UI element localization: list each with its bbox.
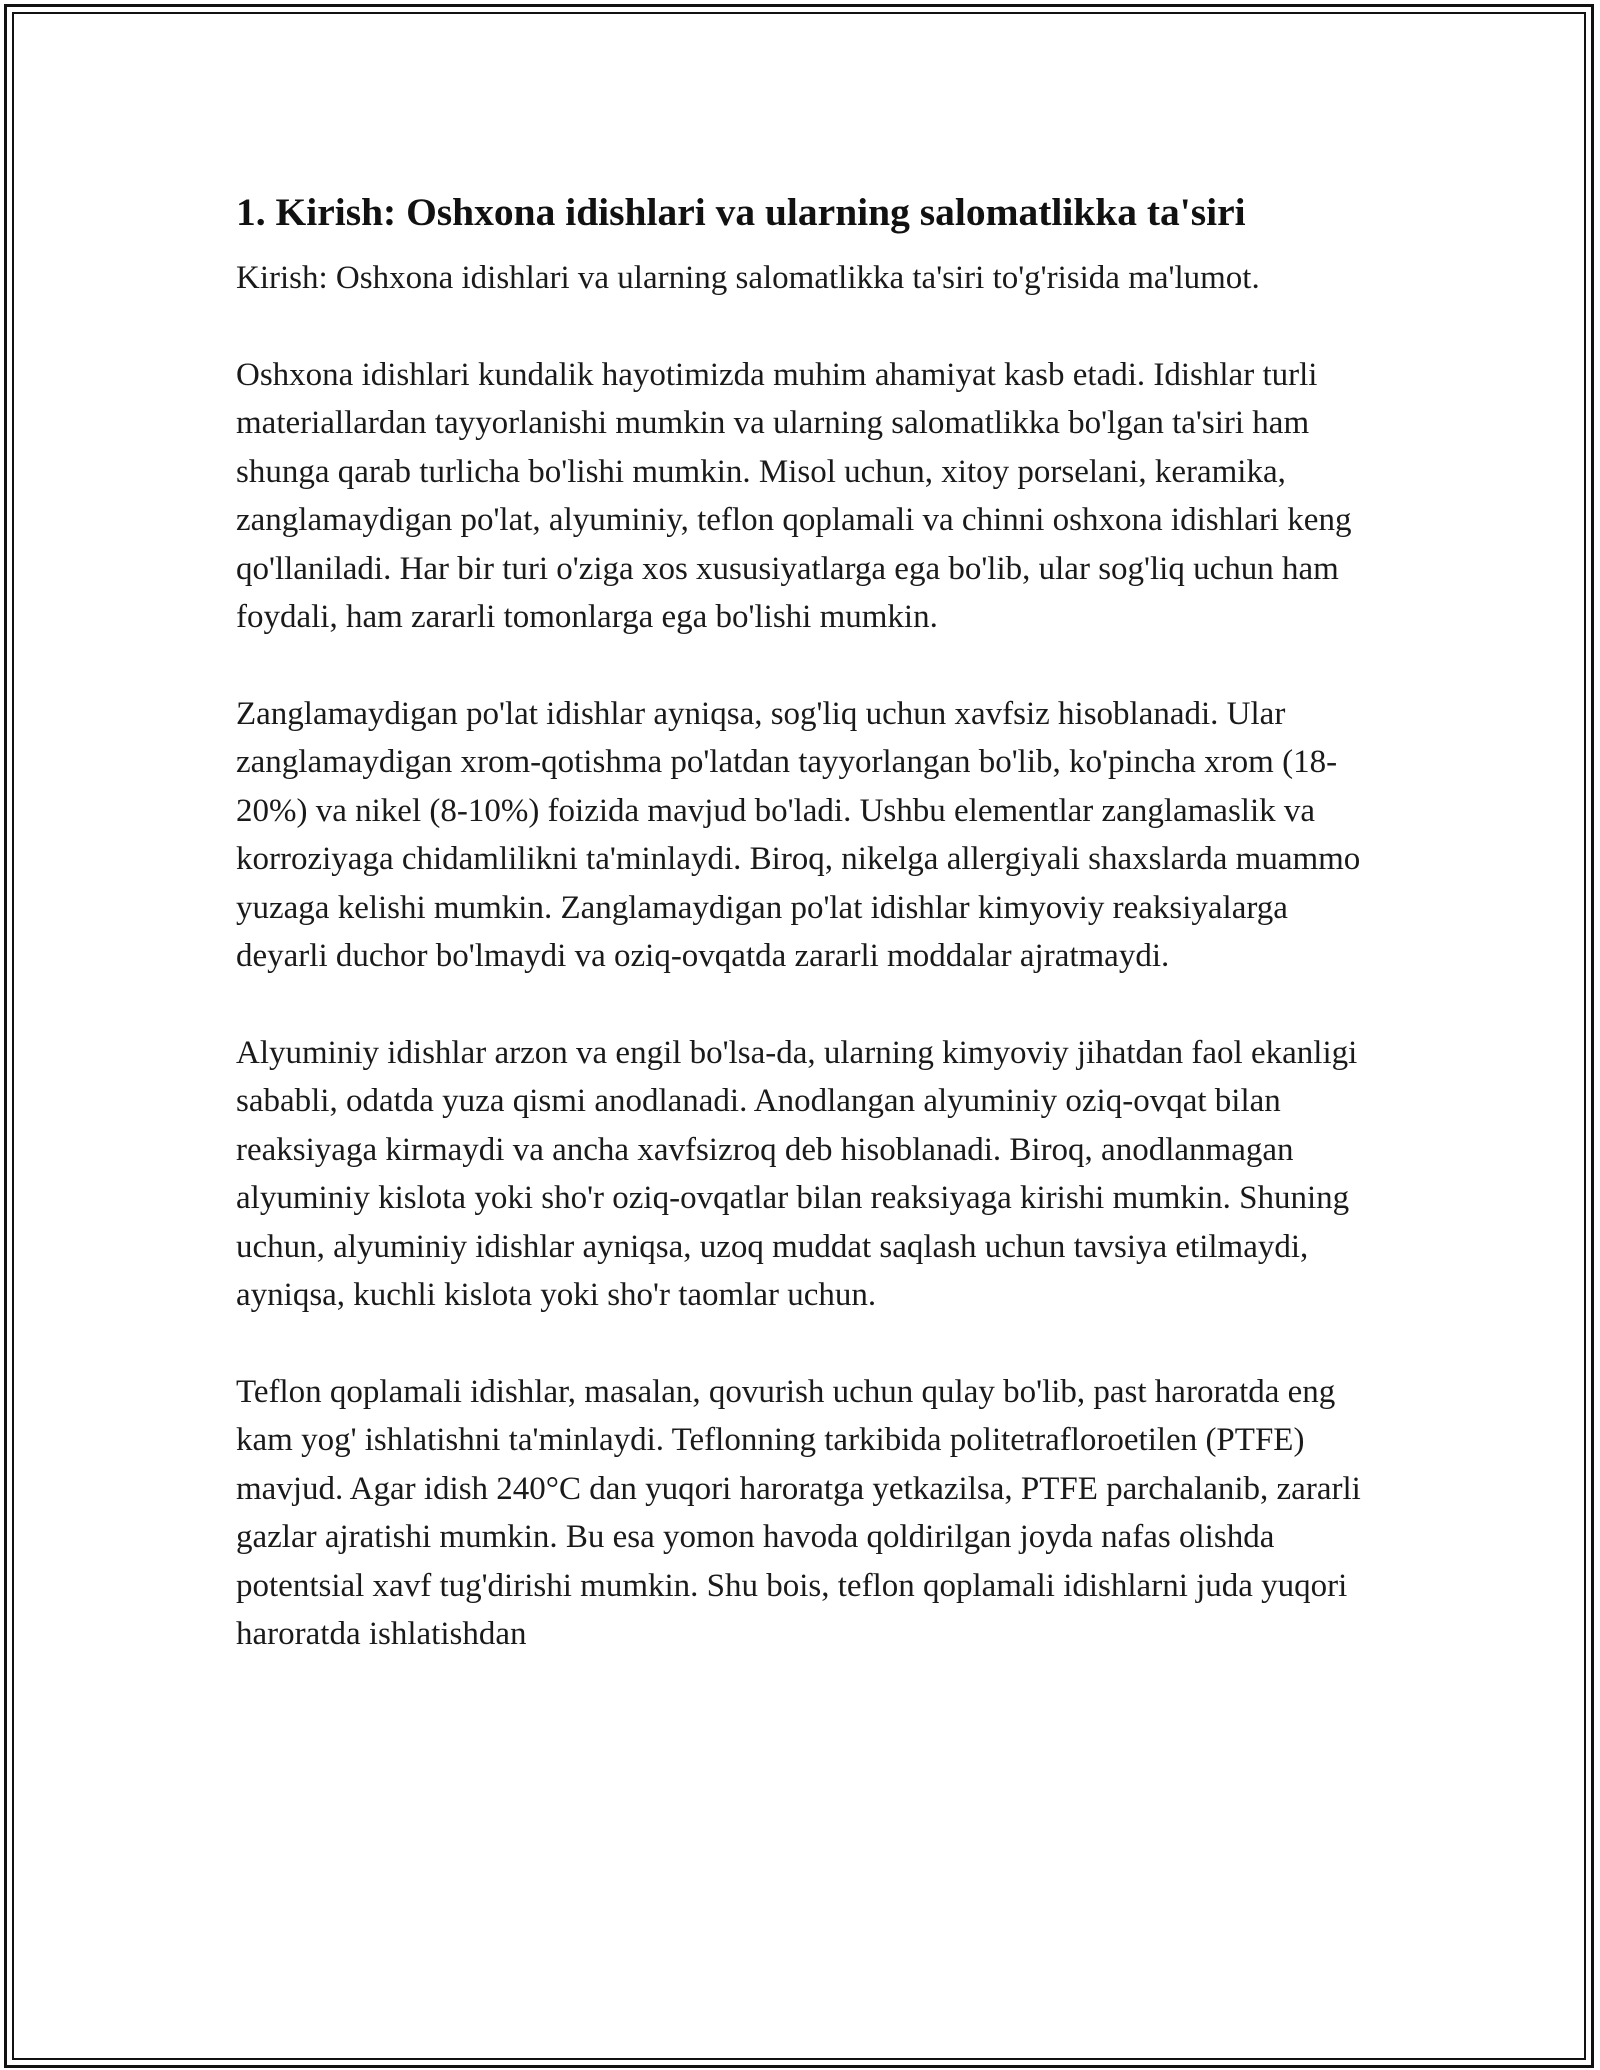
document-body <box>236 184 1378 1659</box>
intro-paragraph: Kirish: Oshxona idishlari va ularning salomatlikka ta'siri to'g'risida ma'lumot. <box>236 260 1260 296</box>
paragraph-stainless-steel: Zanglamaydigan po'lat idishlar ayniqsa, sog'liq uchun xavfsiz hisoblanadi. Ular zanglamaydigan xrom-qotishma po'latdan tayyorlangan bo'lib, ko'pincha xrom (18-20%) va nikel (8-10%) foizida mavjud bo'ladi. Ushbu elementlar zanglamaslik va korroziyaga chidamlilikni ta'minlaydi. Biroq, nikelga allergiyali shaxslarda muammo yuzaga kelishi mumkin. Zanglamaydigan po'lat idishlar kimyoviy reaksiyalarga deyarli duchor bo'lmaydi va oziq-ovqatda zararli moddalar ajratmaydi. <box>236 695 1361 974</box>
paragraph-aluminium: Alyuminiy idishlar arzon va engil bo'lsa-da, ularning kimyoviy jihatdan faol ekanligi sababli, odatda yuza qismi anodlanadi. Anodlangan alyuminiy oziq-ovqat bilan reaksiyaga kirmaydi va ancha xavfsizroq deb hisoblanadi. Biroq, anodlanmagan alyuminiy kislota yoki sho'r oziq-ovqatlar bilan reaksiyaga kirishi mumkin. Shuning uchun, alyuminiy idishlar ayniqsa, uzoq muddat saqlash uchun tavsiya etilmaydi, ayniqsa, kuchli kislota yoki sho'r taomlar uchun. <box>236 1034 1358 1313</box>
section-heading: 1. Kirish: Oshxona idishlari va ularning salomatlikka ta'siri <box>236 190 1246 234</box>
paragraph-teflon: Teflon qoplamali idishlar, masalan, qovurish uchun qulay bo'lib, past haroratda eng kam yog' ishlatishni ta'minlaydi. Teflonning tarkibida politetrafloroetilen (PTFE) mavjud. Agar idish 240°C dan yuqori haroratga yetkazilsa, PTFE parchalanib, zararli gazlar ajratishi mumkin. Bu esa yomon havoda qoldirilgan joyda nafas olishda potentsial xavf tug'dirishi mumkin. Shu bois, teflon qoplamali idishlarni juda yuqori haroratda ishlatishdan <box>236 1373 1361 1652</box>
paragraph-overview: Oshxona idishlari kundalik hayotimizda muhim ahamiyat kasb etadi. Idishlar turli materiallardan tayyorlanishi mumkin va ularning salomatlikka bo'lgan ta'siri ham shunga qarab turlicha bo'lishi mumkin. Misol uchun, xitoy porselani, keramika, zanglamaydigan po'lat, alyuminiy, teflon qoplamali va chinni oshxona idishlari keng qo'llaniladi. Har bir turi o'ziga xos xususiyatlarga ega bo'lib, ular sog'liq uchun ham foydali, ham zararli tomonlarga ega bo'lishi mumkin. <box>236 356 1352 635</box>
